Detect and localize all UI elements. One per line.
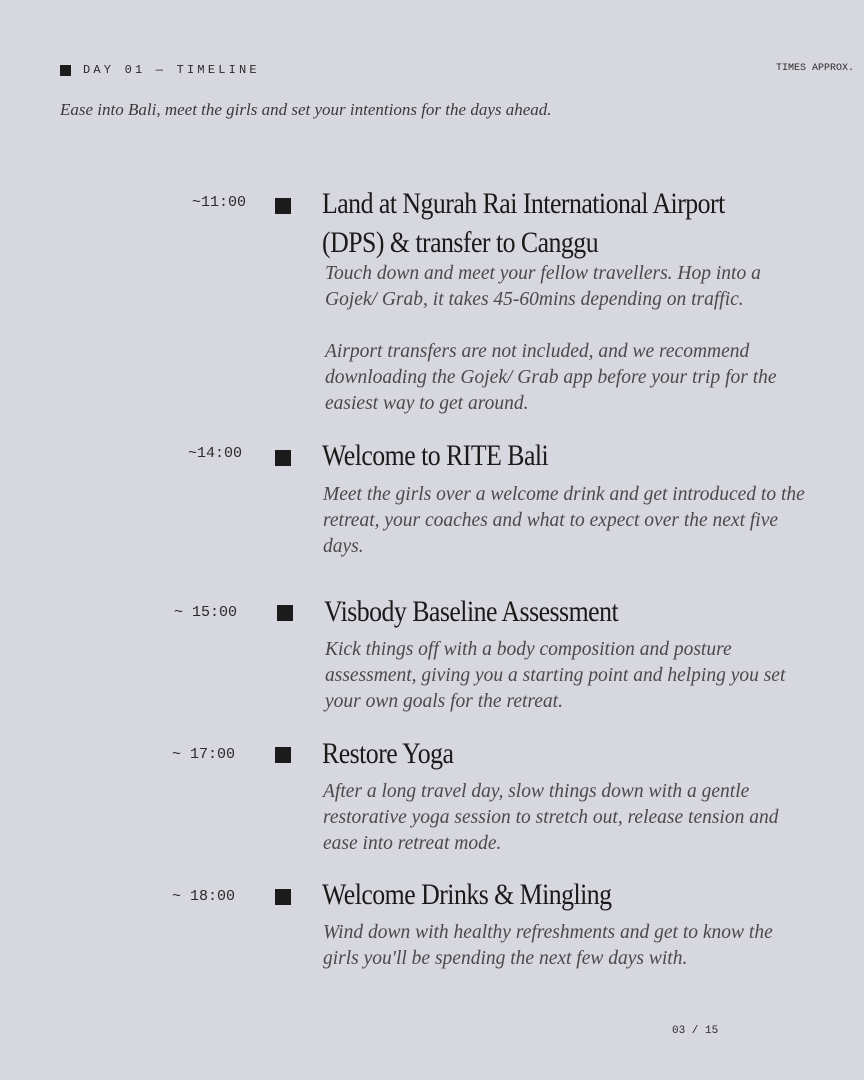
event-title: Visbody Baseline Assessment: [324, 595, 619, 628]
event-description: Touch down and meet your fellow travellers. Hop into a Gojek/ Grab, it takes 45-60mins depending on traffic. Airport transfers are not included, and we recommend downloading the Gojek/ Grab app before your trip for the easiest way to get around.: [325, 263, 777, 414]
square-bullet-icon: [60, 65, 71, 76]
event-description: Wind down with healthy refreshments and get to know the girls you'll be spending the next few days with.: [323, 922, 773, 969]
event-time: ~11:00: [191, 194, 246, 211]
event-time: ~ 15:00: [173, 604, 237, 621]
square-bullet-icon: [275, 198, 291, 214]
section-title: DAY 01 — TIMELINE: [83, 63, 260, 77]
event-title: Restore Yoga: [322, 737, 454, 770]
page-number: 03 / 15: [672, 1025, 719, 1037]
event-title: Welcome Drinks & Mingling: [322, 878, 612, 911]
square-bullet-icon: [275, 889, 291, 905]
square-bullet-icon: [275, 747, 291, 763]
intro-text: Ease into Bali, meet the girls and set your intentions for the days ahead.: [60, 100, 552, 119]
square-bullet-icon: [277, 605, 293, 621]
event-time: ~ 17:00: [171, 746, 235, 763]
event-title: Welcome to RITE Bali: [322, 439, 549, 472]
section-header: [60, 63, 260, 77]
times-note: TIMES APPROX.: [775, 63, 854, 74]
event-time: ~14:00: [187, 445, 242, 462]
square-bullet-icon: [275, 450, 291, 466]
event-description: After a long travel day, slow things down with a gentle restorative yoga session to stretch out, release tension and ease into retreat mode.: [323, 781, 779, 854]
event-title: Land at Ngurah Rai International Airport (DPS) & transfer to Canggu: [322, 187, 725, 259]
event-time: ~ 18:00: [171, 888, 235, 905]
event-description: Kick things off with a body composition and posture assessment, giving you a starting point and helping you set your own goals for the retreat.: [325, 639, 786, 712]
event-description: Meet the girls over a welcome drink and get introduced to the retreat, your coaches and what to expect over the next five days.: [323, 484, 805, 557]
